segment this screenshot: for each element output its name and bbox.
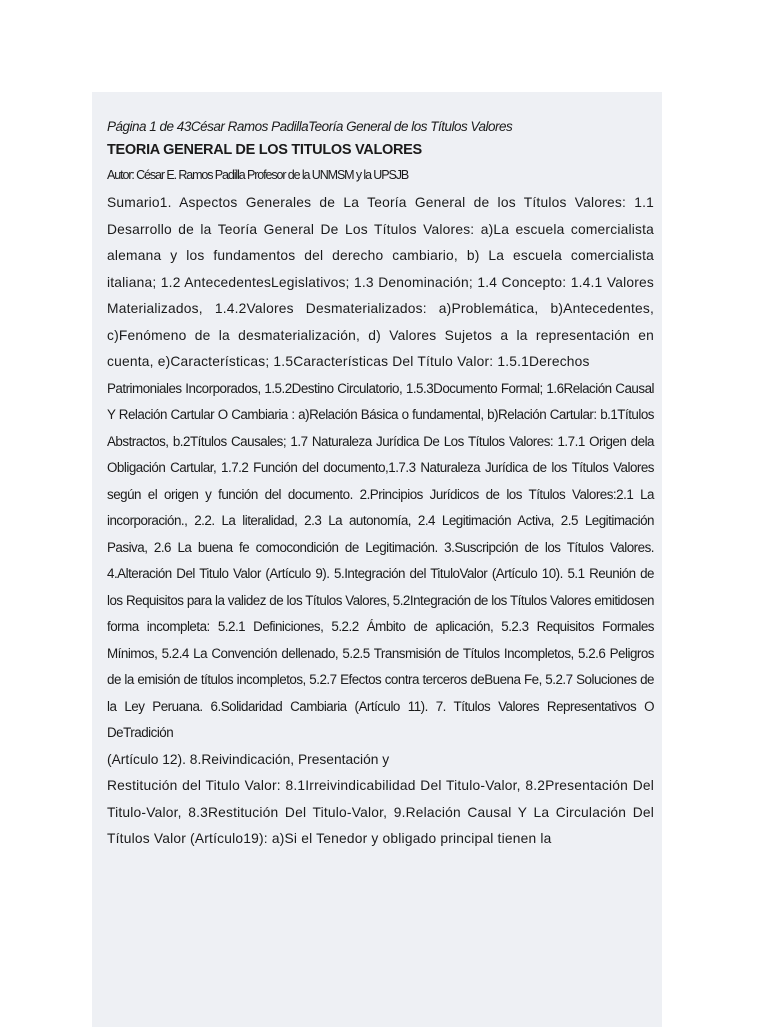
paragraph-summary-1: Sumario1. Aspectos Generales de La Teoría General de los Títulos Valores: 1.1 Desarrollo de la Teoría General De Los Títulos Valores: a)La escuela comercialista alemana y los fundamentos del derecho cambiario, b) La escuela comercialista italiana; 1.2 AntecedentesLegislativos; 1.3 Denominación; 1.4 Concepto: 1.4.1 Valores Materializados, 1.4.2Valores Desmaterializados: a)Problemática, b)Antecedentes, c)Fenómeno de la desmaterialización, d) Valores Sujetos a la representación en cuenta, e)Características; 1.5Características Del Título Valor: 1.5.1Derechos xyxy=(107,195,654,369)
page-header: Página 1 de 43César Ramos PadillaTeoría General de los Títulos Valores xyxy=(107,119,513,134)
document-title: TEORIA GENERAL DE LOS TITULOS VALORES xyxy=(107,142,422,158)
author-line: Autor: César E. Ramos Padilla Profesor de la UNMSM y la UPSJB xyxy=(107,168,409,182)
paragraph-summary-4: Restitución del Titulo Valor: 8.1Irreivindicabilidad Del Titulo-Valor, 8.2Presentación Del Titulo-Valor, 8.3Restitución Del Titulo-Valor, 9.Relación Causal Y La Circulación Del Títulos Valor (Artículo19): a)Si el Tenedor y obligado principal tienen la xyxy=(107,778,654,846)
document-content xyxy=(107,117,654,853)
paragraph-summary-2: Patrimoniales Incorporados, 1.5.2Destino Circulatorio, 1.5.3Documento Formal; 1.6Relación Causal Y Relación Cartular O Cambiaria : a)Relación Básica o fundamental, b)Relación Cartular: b.1Títulos Abstractos, b.2Títulos Causales; 1.7 Naturaleza Jurídica De Los Títulos Valores: 1.7.1 Origen dela Obligación Cartular, 1.7.2 Función del documento,1.7.3 Naturaleza Jurídica de los Títulos Valores según el origen y función del documento. 2.Principios Jurídicos de los Títulos Valores:2.1 La incorporación., 2.2. La literalidad, 2.3 La autonomía, 2.4 Legitimación Activa, 2.5 Legitimación Pasiva, 2.6 La buena fe comocondición de Legitimación. 3.Suscripción de los Títulos Valores. 4.Alteración Del Titulo Valor (Artículo 9). 5.Integración del TituloValor (Artículo 10). 5.1 Reunión de los Requisitos para la validez de los Títulos Valores, 5.2Integración de los Títulos Valores emitidosen forma incompleta: 5.2.1 Definiciones, 5.2.2 Ámbito de aplicación, 5.2.3 Requisitos Formales Mínimos, 5.2.4 La Convención dellenado, 5.2.5 Transmisión de Títulos Incompletos, 5.2.6 Peligros de la emisión de títulos incompletos, 5.2.7 Efectos contra terceros deBuena Fe, 5.2.7 Soluciones de la Ley Peruana. 6.Solidaridad Cambiaria (Artículo 11). 7. Títulos Valores Representativos O DeTradición xyxy=(107,380,654,740)
document-page xyxy=(92,92,662,1027)
paragraph-summary-3: (Artículo 12). 8.Reivindicación, Presentación y xyxy=(107,751,390,767)
